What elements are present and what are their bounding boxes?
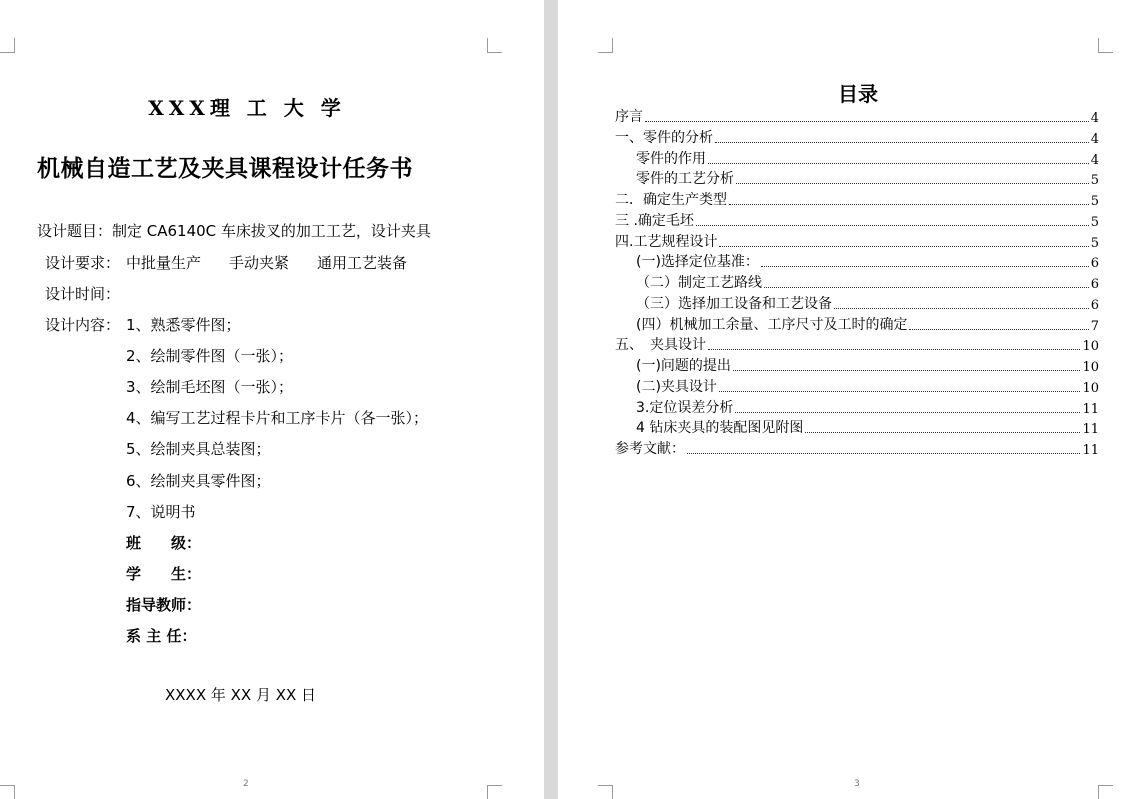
toc-entry-title: 二．确定生产类型: [615, 192, 727, 208]
toc-entry[interactable]: [615, 127, 1099, 147]
content-item: 6、绘制夹具零件图；: [126, 472, 271, 490]
margin-corner-mark: [487, 38, 502, 53]
margin-corner-mark: [0, 785, 15, 799]
toc-dot-leader: [735, 411, 1080, 413]
toc-title: 目录: [838, 82, 878, 106]
toc-entry-title: 零件的工艺分析: [636, 171, 734, 188]
toc-entry-page: 5: [1090, 235, 1099, 251]
toc-dot-leader: [764, 286, 1089, 288]
toc-entry[interactable]: [636, 168, 1099, 188]
toc-dot-leader: [708, 162, 1089, 164]
toc-entry-page: 4: [1090, 111, 1099, 126]
department-head-label: 系 主 任：: [126, 627, 197, 645]
toc-dot-leader: [715, 141, 1089, 143]
content-item: 5、绘制夹具总装图；: [126, 440, 271, 458]
content-item: 1、熟悉零件图；: [126, 316, 241, 334]
document-page-left: [0, 0, 544, 799]
content-item: 4、编写工艺过程卡片和工序卡片（各一张）；: [126, 409, 429, 427]
toc-entry[interactable]: [636, 397, 1099, 417]
toc-dot-leader: [761, 265, 1089, 267]
toc-dot-leader: [719, 245, 1088, 247]
student-label: 学 生：: [126, 565, 202, 583]
toc-entry[interactable]: [636, 148, 1099, 168]
toc-dot-leader: [805, 431, 1080, 433]
toc-entry-title: (一)问题的提出: [636, 358, 731, 374]
design-topic: 设计题目：制定 CA6140C 车床拔叉的加工工艺，设计夹具: [37, 222, 431, 240]
toc-entry[interactable]: [615, 231, 1099, 251]
toc-entry-title: 4 钻床夹具的装配图见附图: [636, 420, 804, 437]
toc-entry[interactable]: [615, 189, 1099, 209]
toc-entry-title: (一)选择定位基准：: [636, 254, 759, 271]
content-item: 2、绘制零件图（一张）；: [126, 347, 294, 365]
toc-entry-page: 7: [1090, 318, 1099, 334]
content-item: 7、说明书: [126, 503, 196, 521]
toc-entry-page: 6: [1090, 256, 1099, 272]
margin-corner-mark: [598, 785, 613, 799]
page-gutter: [544, 0, 558, 799]
toc-entry-page: 5: [1090, 194, 1099, 209]
document-title: 机械自造工艺及夹具课程设计任务书: [37, 155, 413, 182]
toc-entry-page: 10: [1082, 380, 1099, 396]
toc-entry-title: 五、 夹具设计: [615, 337, 706, 354]
toc-dot-leader: [834, 307, 1089, 309]
page-number: 2: [243, 779, 249, 789]
design-time-label: 设计时间：: [45, 285, 121, 303]
toc-entry-page: 6: [1090, 277, 1099, 292]
margin-corner-mark: [487, 785, 502, 799]
requirement-item: 通用工艺装备: [317, 254, 408, 272]
toc-entry[interactable]: [636, 251, 1099, 271]
toc-entry[interactable]: [636, 417, 1099, 437]
toc-entry-page: 5: [1090, 173, 1099, 189]
toc-entry[interactable]: [636, 272, 1099, 292]
toc-entry[interactable]: [615, 438, 1099, 458]
toc-entry-title: (二)夹具设计: [636, 378, 717, 395]
advisor-label: 指导教师：: [126, 596, 202, 614]
margin-corner-mark: [1098, 785, 1113, 799]
toc-dot-leader: [696, 224, 1089, 226]
class-label: 班 级：: [126, 534, 202, 552]
toc-entry-title: 3.定位误差分析: [636, 399, 734, 416]
content-item: 3、绘制毛坯图（一张）；: [126, 378, 294, 396]
toc-entry-page: 10: [1082, 339, 1099, 355]
toc-entry[interactable]: [615, 210, 1099, 230]
design-content-label: 设计内容：: [45, 316, 121, 334]
document-date: XXXX 年 XX 月 XX 日: [165, 686, 317, 704]
toc-entry-page: 6: [1090, 297, 1099, 313]
toc-entry[interactable]: [636, 355, 1099, 375]
toc-entry-title: 一、零件的分析: [615, 129, 713, 146]
margin-corner-mark: [1098, 38, 1113, 53]
toc-dot-leader: [733, 369, 1081, 371]
toc-entry[interactable]: [615, 334, 1099, 354]
toc-entry-title: 序言: [615, 109, 643, 125]
toc-dot-leader: [645, 120, 1089, 122]
toc-entry-title: （三）选择加工设备和工艺设备: [636, 295, 832, 312]
toc-entry-title: 三 .确定毛坯: [615, 212, 694, 229]
toc-entry-page: 4: [1090, 131, 1099, 147]
toc-entry-page: 5: [1090, 214, 1099, 230]
margin-corner-mark: [598, 38, 613, 53]
toc-entry-page: 11: [1082, 443, 1099, 458]
toc-entry-title: 零件的作用: [636, 150, 706, 167]
toc-entry-title: 四.工艺规程设计: [615, 233, 718, 250]
toc-entry-title: 参考文献：: [615, 441, 685, 457]
toc-entry[interactable]: [636, 293, 1099, 313]
toc-dot-leader: [736, 182, 1089, 184]
page-number: 3: [854, 779, 860, 789]
toc-entry[interactable]: [636, 314, 1099, 334]
margin-corner-mark: [0, 38, 15, 53]
toc-dot-leader: [687, 452, 1080, 454]
toc-entry-title: （二）制定工艺路线: [636, 275, 762, 291]
toc-entry-title: (四）机械加工余量、工序尺寸及工时的确定: [636, 316, 908, 333]
requirement-label: 设计要求：: [45, 254, 121, 272]
toc-entry-page: 4: [1090, 152, 1099, 168]
toc-dot-leader: [909, 328, 1088, 330]
toc-entry-page: 11: [1082, 422, 1099, 438]
toc-entry-page: 10: [1082, 360, 1099, 375]
toc-dot-leader: [729, 203, 1089, 205]
toc-dot-leader: [708, 348, 1080, 350]
toc-entry[interactable]: [615, 106, 1099, 126]
toc-entry[interactable]: [636, 376, 1099, 396]
document-page-right: [558, 0, 1129, 799]
university-name: XXX理 工 大 学: [148, 96, 346, 120]
toc-dot-leader: [719, 390, 1081, 392]
toc-entry-page: 11: [1082, 401, 1099, 417]
requirement-item: 中批量生产: [126, 254, 202, 272]
requirement-item: 手动夹紧: [229, 254, 290, 272]
